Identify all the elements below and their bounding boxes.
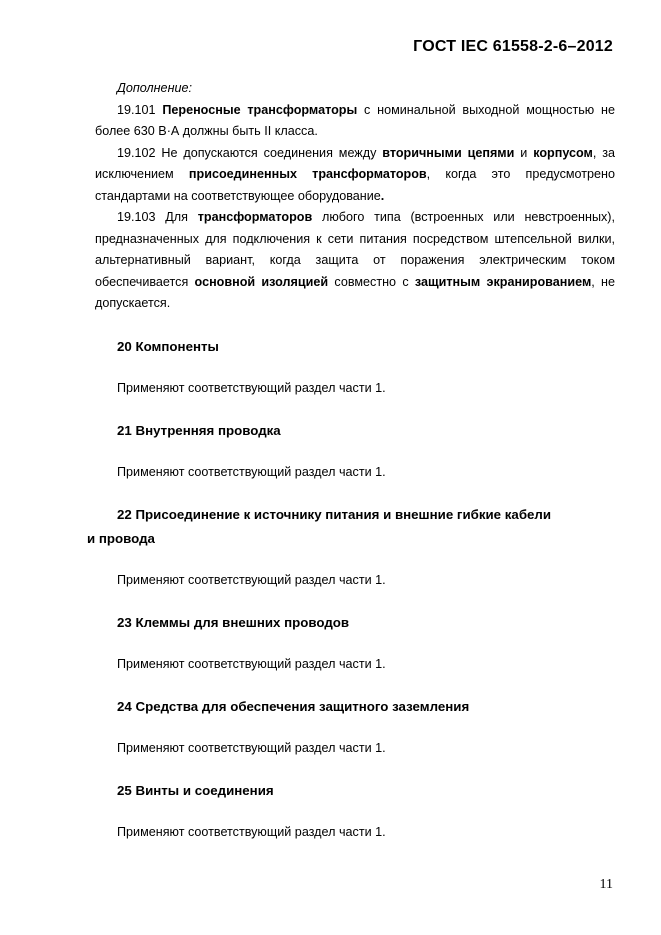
section-22-heading-line2: и провода <box>87 530 155 546</box>
page-number: 11 <box>599 877 613 892</box>
document-header: ГОСТ IEC 61558-2-6–2012 <box>413 38 613 55</box>
section-23-heading: 23 Клеммы для внешних проводов <box>117 614 350 630</box>
clause-19-103-line2: предназначенных для подключения к сети питания посредством штепсельной вилки, <box>95 231 615 246</box>
section-23-text: Применяют соответствующий раздел части 1. <box>117 656 386 671</box>
section-21-text: Применяют соответствующий раздел части 1. <box>117 464 386 479</box>
section-20-heading: 20 Компоненты <box>117 338 219 354</box>
section-22-text: Применяют соответствующий раздел части 1. <box>117 572 386 587</box>
section-25-text: Применяют соответствующий раздел части 1. <box>117 824 386 839</box>
clause-19-103-line4: обеспечивается основной изоляцией совместно с защитным экранированием, не <box>95 274 615 289</box>
section-20-text: Применяют соответствующий раздел части 1. <box>117 380 386 395</box>
clause-19-103-line3: альтернативный вариант, когда защита от поражения электрическим током <box>95 253 615 267</box>
page-content <box>87 78 616 843</box>
clause-19-101-line2: более 630 В·А должны быть II класса. <box>95 124 318 138</box>
clause-19-103-line1: 19.103 Для трансформаторов любого типа (встроенных или невстроенных), <box>117 210 615 224</box>
section-25-heading: 25 Винты и соединения <box>117 782 274 798</box>
clause-19-102-line1: 19.102 Не допускаются соединения между вторичными цепями и корпусом, за <box>117 145 616 160</box>
clause-19-102-line3: стандартами на соответствующее оборудование. <box>95 188 385 203</box>
section-24-text: Применяют соответствующий раздел части 1. <box>117 740 386 755</box>
addition-label: Дополнение: <box>117 81 193 95</box>
clause-19-102-line2: исключением присоединенных трансформаторов, когда это предусмотрено <box>95 167 615 181</box>
clause-19-101-line1: 19.101 Переносные трансформаторы с номинальной выходной мощностью не <box>117 102 615 117</box>
section-21-heading: 21 Внутренняя проводка <box>117 422 281 438</box>
section-24-heading: 24 Средства для обеспечения защитного заземления <box>117 698 470 714</box>
clause-19-103-line5: допускается. <box>95 296 171 310</box>
section-22-heading-line1: 22 Присоединение к источнику питания и внешние гибкие кабели <box>117 506 552 522</box>
